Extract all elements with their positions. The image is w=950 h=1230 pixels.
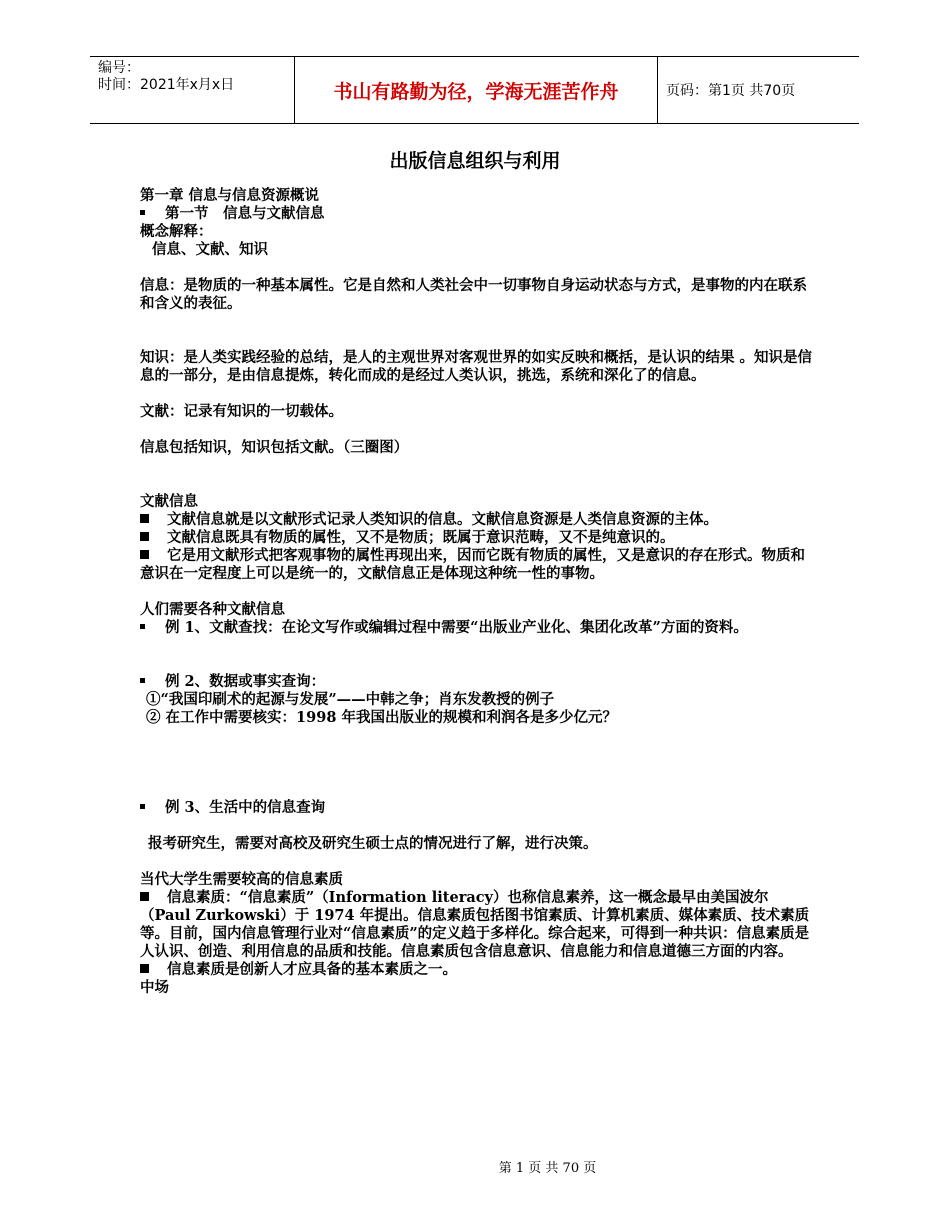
literacy-item: 信息素质：“信息素质”（Information literacy）也称信息素养，这一概念最早由美国波尔（Paul Zurkowski）于 1974 年提出。信息素质包括图书馆素质、计算机素质、媒体素质、技术素质等。目前，国内信息管理行业对“信息素质”的定义趋于多样化。综合起来，可得到一种共识：信息素质是人认识、创造、利用信息的品质和技能。信息素质包含信息意识、信息能力和信息道德三方面的内容。 [140, 889, 810, 960]
concepts-list: 信息、文献、知识 [152, 241, 268, 258]
last-word: 中场 [140, 979, 169, 996]
document-title: 出版信息组织与利用 [389, 150, 561, 172]
example-2-a: ①“我国印刷术的起源与发展”——中韩之争；肖东发教授的例子 [146, 691, 555, 708]
need-heading: 人们需要各种文献信息 [140, 601, 285, 618]
example-2: 例 2、数据或事实查询： [140, 673, 815, 691]
doc-info-heading: 文献信息 [140, 493, 198, 510]
example-1: 例 1、文献查找：在论文写作或编辑过程中需要“出版业产业化、集团化改革”方面的资料。 [140, 619, 815, 637]
example-3-detail: 报考研究生，需要对高校及研究生硕士点的情况进行了解，进行决策。 [148, 835, 598, 852]
doc-info-item: 文献信息既具有物质的属性，又不是物质；既属于意识范畴，又不是纯意识的。 [140, 529, 815, 547]
section-heading: 第一节 信息与文献信息 [140, 205, 815, 223]
example-3: 例 3、生活中的信息查询 [140, 799, 815, 817]
example-2-b: ② 在工作中需要核实：1998 年我国出版业的规模和利润各是多少亿元？ [146, 709, 617, 726]
relation-text: 信息包括知识，知识包括文献。（三圈图） [140, 439, 409, 456]
square-bullet-icon [140, 532, 149, 541]
doc-info-item: 它是用文献形式把客观事物的属性再现出来，因而它既有物质的属性，又是意识的存在形式。物质和意识在一定程度上可以是统一的，文献信息正是体现这种统一性的事物。 [140, 547, 805, 582]
page-header [90, 56, 859, 124]
chapter-heading: 第一章 信息与信息资源概说 [140, 187, 320, 204]
page-footer: 第 1 页 共 70 页 [498, 1161, 597, 1176]
bullet-icon [140, 678, 145, 683]
time-label: 时间：2021年x月x日 [98, 77, 235, 93]
bullet-icon [140, 210, 145, 215]
document-definition: 文献：记录有知识的一切载体。 [140, 403, 343, 420]
doc-info-item: 文献信息就是以文献形式记录人类知识的信息。文献信息资源是人类信息资源的主体。 [140, 511, 815, 529]
square-bullet-icon [140, 892, 149, 901]
square-bullet-icon [140, 550, 149, 559]
bullet-icon [140, 624, 145, 629]
header-meta [90, 57, 295, 123]
concepts-label: 概念解释： [140, 223, 213, 240]
bullet-icon [140, 804, 145, 809]
square-bullet-icon [140, 964, 149, 973]
square-bullet-icon [140, 514, 149, 523]
info-definition: 信息：是物质的一种基本属性。它是自然和人类社会中一切事物自身运动状态与方式，是事物的内在联系和含义的表征。 [140, 277, 807, 312]
document-body [140, 187, 815, 997]
header-page-info: 页码：第1页 共70页 [666, 83, 796, 99]
header-motto: 书山有路勤为径，学海无涯苦作舟 [295, 57, 658, 123]
number-label: 编号： [98, 60, 140, 76]
literacy-item: 信息素质是创新人才应具备的基本素质之一。 [140, 961, 815, 979]
knowledge-definition: 知识：是人类实践经验的总结，是人的主观世界对客观世界的如实反映和概括，是认识的结果 。知识是信息的一部分，是由信息提炼，转化而成的是经过人类认识，挑选，系统和深化了的信息。 [140, 349, 813, 384]
literacy-heading: 当代大学生需要较高的信息素质 [140, 871, 343, 888]
